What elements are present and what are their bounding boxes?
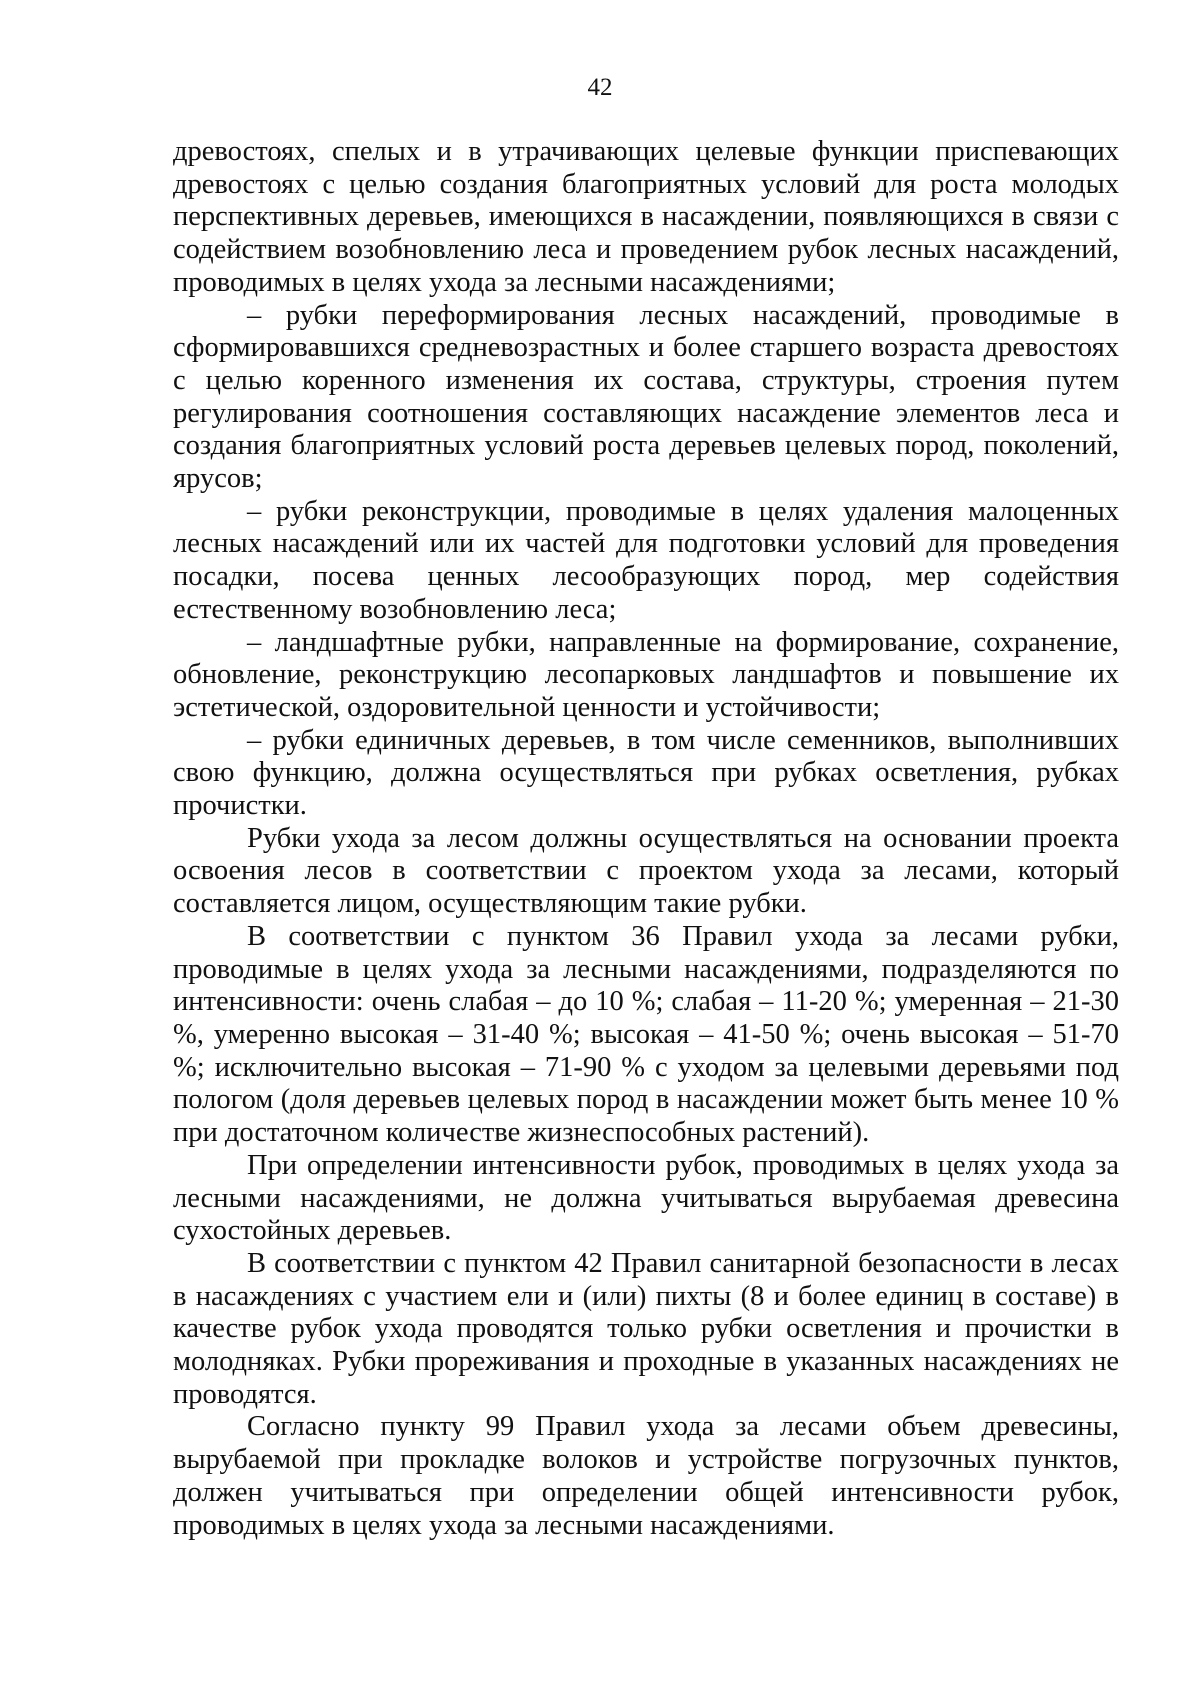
paragraph-list-item-reconstruction-cuttings: – рубки реконструкции, проводимые в целях удаления малоценных лесных насаждений или их частей для подготовки условий для проведения посадки, посева ценных лесообразующих пород, мер содействия естественному возобновлению леса;	[173, 495, 1119, 625]
paragraph-dead-wood-exclusion: При определении интенсивности рубок, проводимых в целях ухода за лесными насаждениями, не должна учитываться вырубаемая древесина сухостойных деревьев.	[173, 1149, 1119, 1247]
paragraph-list-item-reformation-cuttings: – рубки переформирования лесных насаждений, проводимые в сформировавшихся средневозрастных и более старшего возраста древостоях с целью коренного изменения их состава, структуры, строения путем регулирования соотношения составляющих насаждение элементов леса и создания благоприятных условий роста деревьев целевых пород, поколений, ярусов;	[173, 299, 1119, 495]
paragraph-continuation: древостоях, спелых и в утрачивающих целевые функции приспевающих древостоях с целью создания благоприятных условий для роста молодых перспективных деревьев, имеющихся в насаждении, появляющихся в связи с содействием возобновлению леса и проведением рубок лесных насаждений, проводимых в целях ухода за лесными насаждениями;	[173, 136, 1119, 298]
page-number: 42	[587, 74, 613, 101]
paragraph-spruce-fir-stands: В соответствии с пунктом 42 Правил санитарной безопасности в лесах в насаждениях с участием ели и (или) пихты (8 и более единиц в составе) в качестве рубок ухода проводятся только рубки осветления и прочистки в молодняках. Рубки прореживания и проходные в указанных насаждениях не проводятся.	[173, 1247, 1119, 1410]
paragraph-intensity-classes: В соответствии с пунктом 36 Правил ухода за лесами рубки, проводимые в целях ухода за лесными насаждениями, подразделяются по интенсивности: очень слабая – до 10 %; слабая – 11-20 %; умеренная – 21-30 %, умеренно высокая – 31-40 %; высокая – 41-50 %; очень высокая – 51-70 %; исключительно высокая – 71-90 % с уходом за целевыми деревьями под пологом (доля деревьев целевых пород в насаждении может быть менее 10 % при достаточном количестве жизнеспособных растений).	[173, 920, 1119, 1149]
paragraph-list-item-single-tree-cuttings: – рубки единичных деревьев, в том числе семенников, выполнивших свою функцию, должна осуществляться при рубках осветления, рубках прочистки.	[173, 724, 1119, 822]
paragraph-skid-trail-volume: Согласно пункту 99 Правил ухода за лесами объем древесины, вырубаемой при прокладке волоков и устройстве погрузочных пунктов, должен учитываться при определении общей интенсивности рубок, проводимых в целях ухода за лесными насаждениями.	[173, 1411, 1119, 1541]
paragraph-project-basis: Рубки ухода за лесом должны осуществляться на основании проекта освоения лесов в соответствии с проектом ухода за лесами, который составляется лицом, осуществляющим такие рубки.	[173, 822, 1119, 920]
paragraph-list-item-landscape-cuttings: – ландшафтные рубки, направленные на формирование, сохранение, обновление, реконструкцию лесопарковых ландшафтов и повышение их эстетической, оздоровительной ценности и устойчивости;	[173, 626, 1119, 723]
document-body	[173, 136, 1119, 1542]
